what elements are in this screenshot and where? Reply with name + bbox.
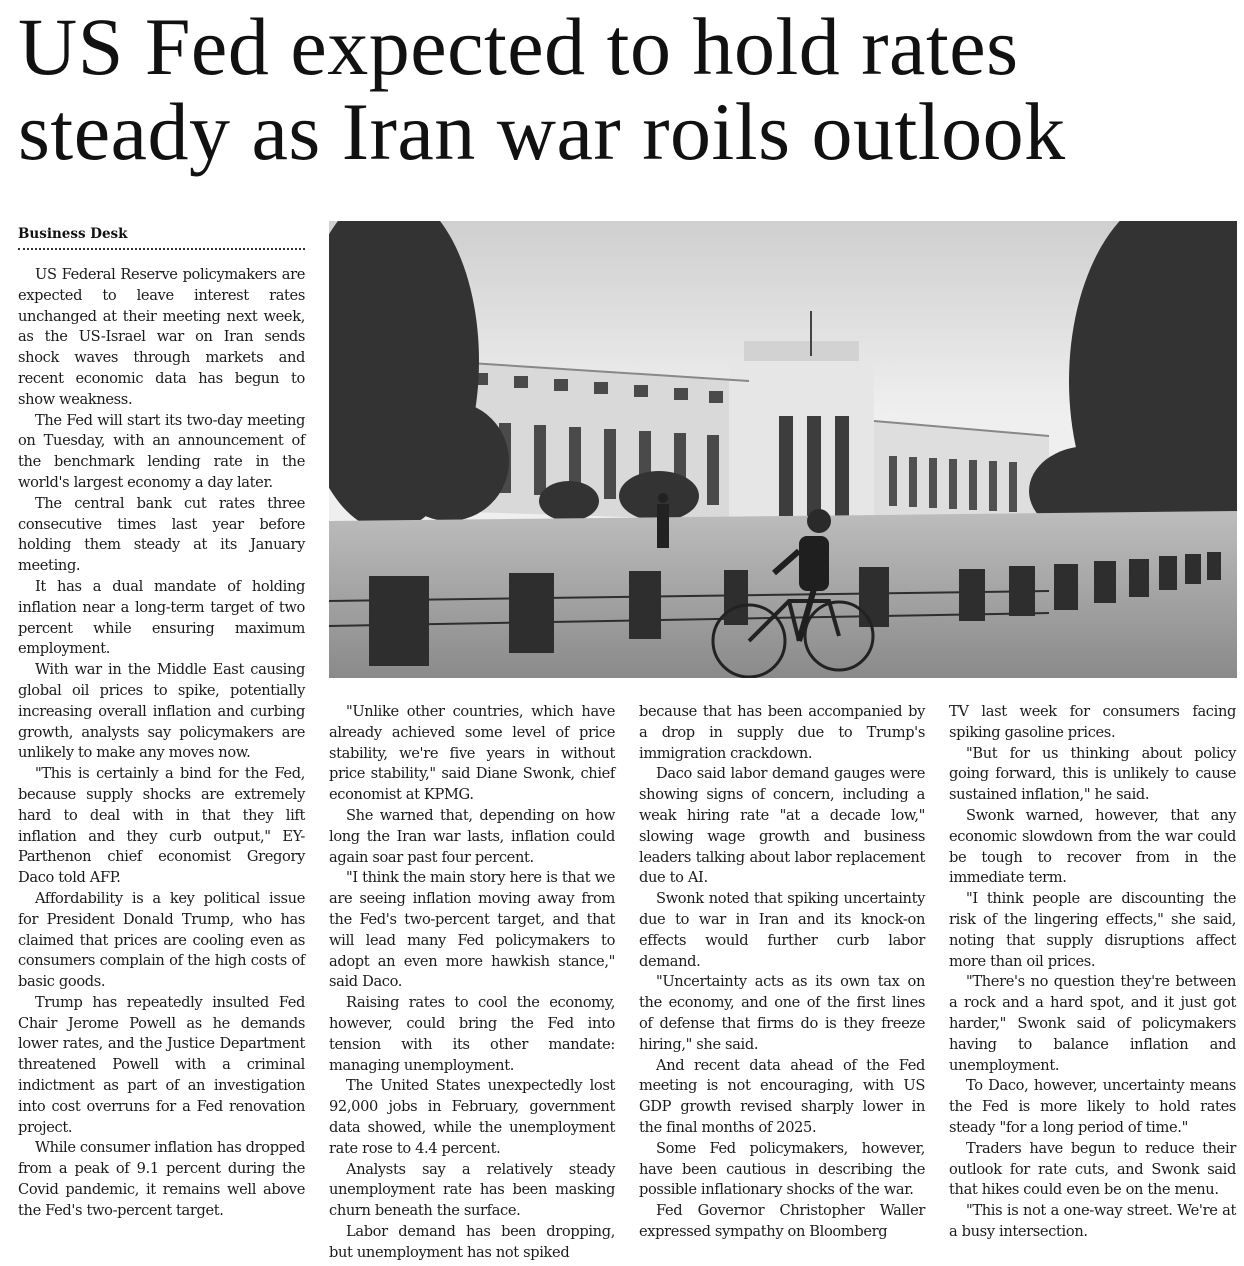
paragraph: Traders have begun to reduce their outlook for rate cuts, and Swonk said that hikes could even be on the menu.: [949, 1139, 1236, 1199]
paragraph: Affordability is a key political issue for President Donald Trump, who has claimed that prices are cooling even as consumers complain of the high costs of basic goods.: [18, 889, 305, 991]
headline-line-1: US Fed expected to hold rates: [18, 1, 1019, 92]
paragraph: Raising rates to cool the economy, however, could bring the Fed into tension with its other mandate: managing unemployment.: [329, 994, 615, 1074]
paragraph: "Uncertainty acts as its own tax on the economy, and one of the first lines of defense that firms do is they freeze hiring," she said.: [639, 973, 925, 1053]
paragraph: To Daco, however, uncertainty means the Fed is more likely to hold rates steady "for a long period of time.": [949, 1077, 1236, 1136]
photo-illustration: [329, 221, 1237, 678]
headline: [18, 1, 1233, 177]
paragraph: Swonk warned, however, that any economic slowdown from the war could be tough to recover from in the immediate term.: [949, 806, 1236, 887]
paragraph: With war in the Middle East causing global oil prices to spike, potentially increasing overall inflation and curbing growth, analysts say policymakers are unlikely to make any moves now.: [18, 661, 305, 762]
article-column-4: [949, 702, 1236, 1243]
paragraph: "This is not a one-way street. We're at a busy intersection.: [949, 1202, 1236, 1240]
paragraph: "But for us thinking about policy going forward, this is unlikely to cause sustained inflation," he said.: [949, 744, 1236, 804]
paragraph: It has a dual mandate of holding inflation near a long-term target of two percent while ensuring maximum employment.: [18, 577, 305, 658]
paragraph: "I think people are discounting the risk of the lingering effects," she said, noting that supply disruptions affect more than oil prices.: [949, 890, 1236, 970]
paragraph: TV last week for consumers facing spiking gasoline prices.: [949, 703, 1236, 741]
news-photo-federal-reserve: [329, 221, 1237, 678]
paragraph: Trump has repeatedly insulted Fed Chair Jerome Powell as he demands lower rates, and the Justice Department threatened Powell with a criminal indictment as part of an investigation into cost overruns for a Fed renovation project.: [18, 993, 305, 1136]
paragraph: US Federal Reserve policymakers are expected to leave interest rates unchanged at their meeting next week, as the US-Israel war on Iran sends shock waves through markets and recent economic data has begun to show weakness.: [18, 266, 305, 408]
byline: Business Desk: [18, 226, 305, 250]
paragraph: "I think the main story here is that we are seeing inflation moving away from the Fed's two-percent target, and that will lead many Fed policymakers to adopt an even more hawkish stance," said Daco.: [329, 869, 615, 991]
article-column-1: [18, 265, 305, 1222]
paragraph: "There's no question they're between a rock and a hard spot, and it just got harder," Swonk said of policymakers having to balance inflation and unemployment.: [949, 973, 1236, 1074]
article-column-3: [639, 702, 925, 1243]
paragraph: While consumer inflation has dropped from a peak of 9.1 percent during the Covid pandemic, it remains well above the Fed's two-percent target.: [18, 1139, 305, 1219]
paragraph: Swonk noted that spiking uncertainty due to war in Iran and its knock-on effects would further curb labor demand.: [639, 890, 925, 970]
paragraph: The central bank cut rates three consecutive times last year before holding them steady at its January meeting.: [18, 494, 305, 575]
headline-line-2: steady as Iran war roils outlook: [18, 86, 1066, 177]
paragraph: because that has been accompanied by a drop in supply due to Trump's immigration crackdown.: [639, 703, 925, 762]
paragraph: She warned that, depending on how long the Iran war lasts, inflation could again soar past four percent.: [329, 806, 615, 866]
paragraph: Labor demand has been dropping, but unemployment has not spiked: [329, 1222, 615, 1261]
paragraph: "This is certainly a bind for the Fed, because supply shocks are extremely hard to deal with in that they lift inflation and they curb output," EY-Parthenon chief economist Gregory Daco told AFP.: [18, 765, 305, 887]
paragraph: Analysts say a relatively steady unemployment rate has been masking churn beneath the surface.: [329, 1160, 615, 1220]
paragraph: The Fed will start its two-day meeting on Tuesday, with an announcement of the benchmark lending rate in the world's largest economy a day later.: [18, 411, 305, 491]
paragraph: Some Fed policymakers, however, have been cautious in describing the possible inflationary shocks of the war.: [639, 1139, 925, 1199]
paragraph: Fed Governor Christopher Waller expressed sympathy on Bloomberg: [639, 1202, 925, 1240]
article-column-2: [329, 702, 615, 1264]
paragraph: The United States unexpectedly lost 92,000 jobs in February, government data showed, while the unemployment rate rose to 4.4 percent.: [329, 1077, 615, 1157]
paragraph: "Unlike other countries, which have already achieved some level of price stability, we're five years in without price stability," said Diane Swonk, chief economist at KPMG.: [329, 703, 615, 804]
paragraph: Daco said labor demand gauges were showing signs of concern, including a weak hiring rate "at a decade low," slowing wage growth and business leaders talking about labor replacement due to AI.: [639, 765, 925, 887]
paragraph: And recent data ahead of the Fed meeting is not encouraging, with US GDP growth revised sharply lower in the final months of 2025.: [639, 1056, 925, 1136]
